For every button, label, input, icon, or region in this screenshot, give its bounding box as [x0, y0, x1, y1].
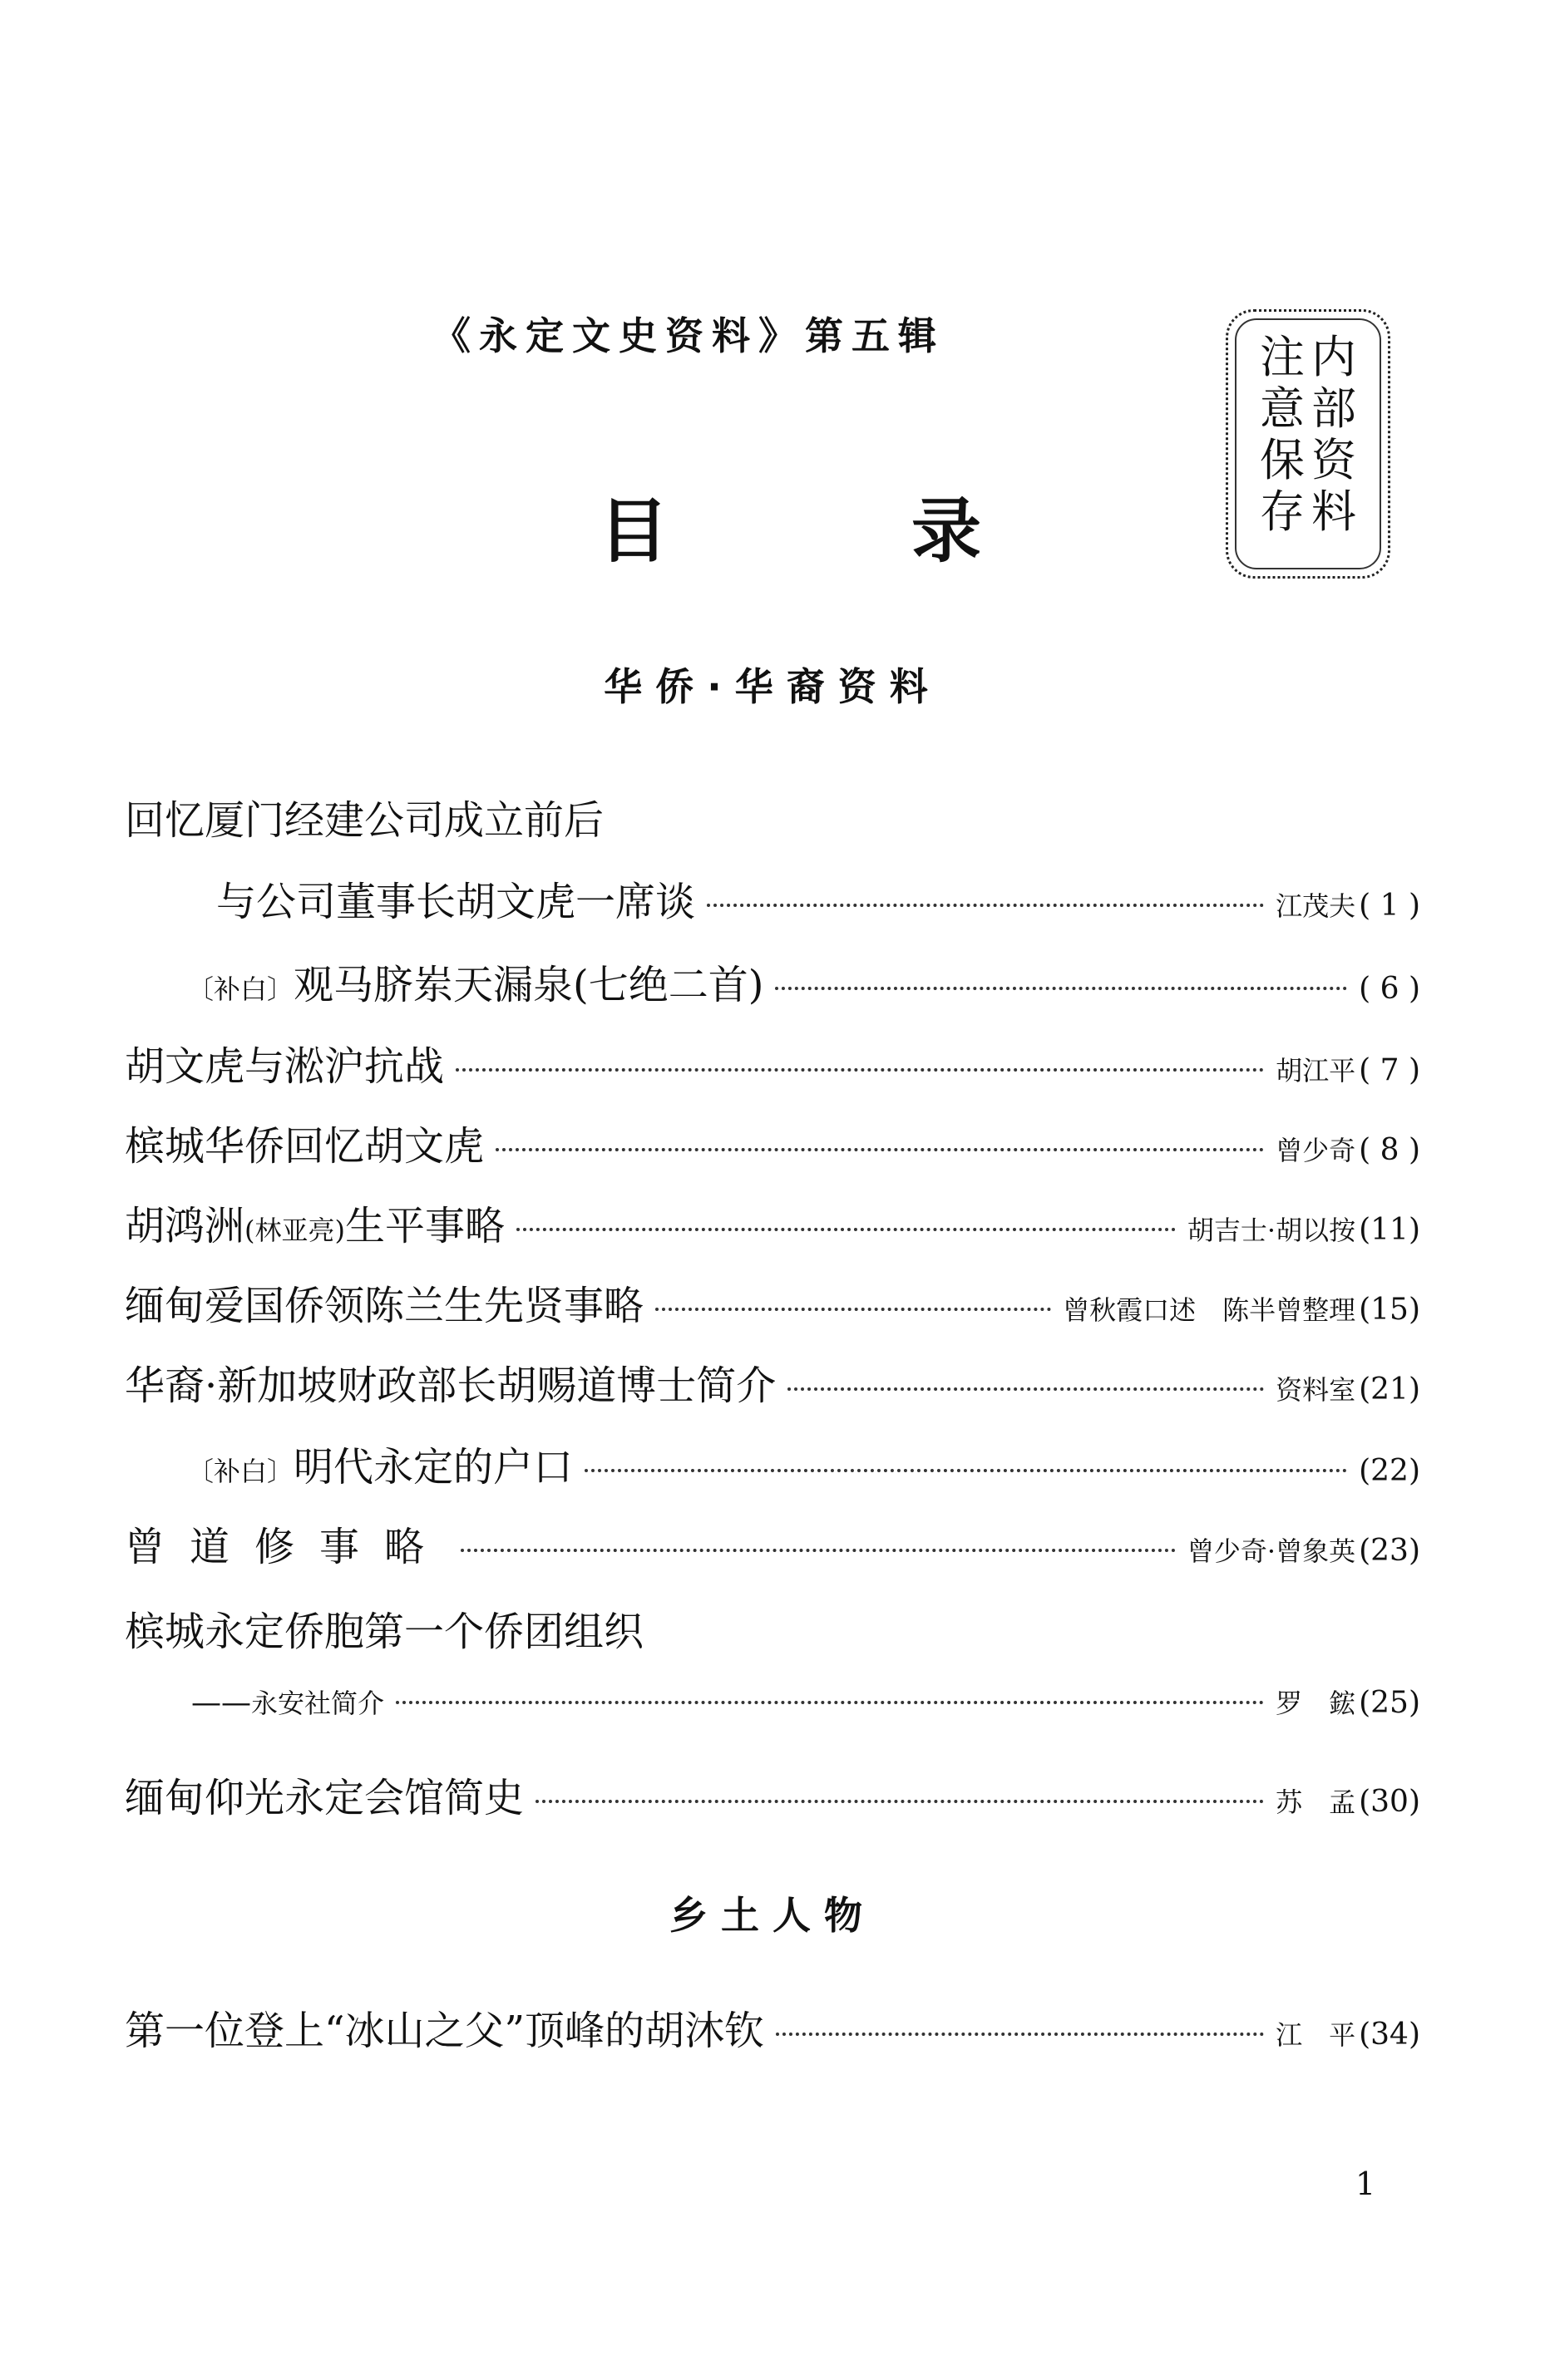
filler-prefix: 〔补白〕 — [187, 1456, 294, 1487]
toc-entry[interactable] — [125, 1515, 1420, 1572]
toc-entry-page: (34) — [1359, 2018, 1420, 2052]
dot-leader — [787, 1387, 1264, 1391]
dot-leader — [775, 987, 1347, 990]
toc-entry-title-suffix: 生平事略 — [345, 1203, 506, 1249]
toc-entry[interactable] — [216, 870, 1420, 927]
stamp-char: 料 — [1311, 485, 1356, 538]
dot-leader — [707, 904, 1264, 907]
toc-entry-title: 永安社简介 — [251, 1688, 385, 1719]
section-heading-local-figures: 乡土人物 — [669, 1893, 876, 1938]
filler-prefix: 〔补白〕 — [187, 973, 294, 1005]
page-title — [599, 476, 981, 576]
dot-leader — [655, 1308, 1051, 1311]
stamp-char: 意 — [1260, 382, 1305, 435]
dot-leader — [585, 1469, 1347, 1472]
toc-entry[interactable] — [125, 1353, 1420, 1411]
toc-entry-page: (11) — [1359, 1213, 1420, 1247]
toc-entry-page: ( 8 ) — [1359, 1133, 1420, 1167]
em-dash: —— — [191, 1686, 251, 1720]
toc-entry-author: 江茂夫 — [1276, 890, 1356, 922]
stamp-char: 部 — [1311, 382, 1356, 435]
toc-entry-title: 槟城华侨回忆胡文虎 — [125, 1123, 485, 1170]
toc-entry[interactable] — [187, 1435, 1420, 1492]
toc-entry-author: 胡江平 — [1276, 1055, 1356, 1087]
toc-entry-author: 苏 孟 — [1276, 1786, 1356, 1818]
toc-entry[interactable] — [187, 953, 1420, 1010]
toc-entry-page: ( 1 ) — [1359, 889, 1420, 923]
toc-entry-note: (林亚亮) — [244, 1215, 345, 1246]
toc-entry[interactable] — [125, 1766, 1420, 1823]
stamp-column-right — [1311, 332, 1356, 556]
toc-entry-title: 胡鸿洲 — [125, 1203, 245, 1249]
toc-entry-page: ( 6 ) — [1359, 972, 1420, 1006]
stamp-char: 存 — [1260, 485, 1305, 538]
toc-entry-title: 缅甸仰光永定会馆简史 — [125, 1775, 525, 1821]
toc-entry[interactable] — [125, 1998, 1420, 2056]
series-title: 《永定文史资料》第五辑 — [432, 313, 945, 358]
stamp-char: 注 — [1260, 331, 1305, 383]
toc-entry-page: (23) — [1359, 1534, 1420, 1568]
toc-entry-title: 第一位登上“冰山之父”顶峰的胡沐钦 — [125, 2008, 765, 2054]
dot-leader — [456, 1068, 1264, 1072]
toc-entry-page: (25) — [1359, 1686, 1420, 1720]
section-heading-overseas-chinese: 华侨·华裔资料 — [604, 664, 941, 709]
toc-entry-page: (21) — [1359, 1372, 1420, 1407]
toc-entry[interactable] — [125, 1274, 1420, 1331]
toc-entry-page: (30) — [1359, 1785, 1420, 1819]
toc-entry-title: 缅甸爱国侨领陈兰生先贤事略 — [125, 1283, 644, 1329]
toc-entry-title: 观马脐岽天漏泉(七绝二首) — [294, 962, 764, 1008]
dot-leader — [461, 1549, 1176, 1552]
toc-entry-title: 华裔·新加坡财政部长胡赐道博士简介 — [125, 1362, 777, 1409]
toc-entry-author: 江 平 — [1276, 2019, 1356, 2051]
toc-entry-page: (22) — [1359, 1454, 1420, 1488]
toc-entry-author: 曾秋霞口述 陈半曾整理 — [1063, 1294, 1356, 1326]
dot-leader — [396, 1701, 1264, 1704]
stamp-char: 保 — [1260, 434, 1305, 486]
toc-entry-author: 胡吉士·胡以按 — [1187, 1215, 1356, 1246]
dot-leader — [776, 2033, 1264, 2036]
toc-entry-title: 回忆厦门经建公司成立前后 — [125, 797, 605, 844]
toc-entry-author: 曾少奇 — [1276, 1135, 1356, 1166]
toc-entry-author: 罗 鋐 — [1276, 1688, 1356, 1719]
stamp-column-left — [1260, 332, 1305, 556]
page-title-left: 目 — [599, 490, 669, 572]
toc-entry-title: 明代永定的户口 — [294, 1444, 574, 1491]
toc-entry[interactable] — [125, 1114, 1420, 1171]
toc-entry[interactable] — [125, 1034, 1420, 1091]
toc-entry[interactable] — [191, 1683, 1420, 1721]
page-number: 1 — [1355, 2166, 1376, 2202]
toc-entry-page: ( 7 ) — [1359, 1053, 1420, 1087]
toc-entry-title: 曾道修事略 — [125, 1524, 450, 1570]
toc-entry-title: 槟城永定侨胞第一个侨团组织 — [125, 1609, 644, 1655]
toc-entry-author: 曾少奇·曾象英 — [1187, 1535, 1356, 1567]
internal-material-stamp — [1226, 309, 1390, 579]
toc-entry-author: 资料室 — [1276, 1374, 1356, 1406]
toc-entry-page: (15) — [1359, 1293, 1420, 1327]
dot-leader — [516, 1228, 1176, 1231]
dot-leader — [496, 1148, 1264, 1151]
dot-leader — [536, 1800, 1264, 1803]
toc-entry-title: 胡文虎与淞沪抗战 — [125, 1043, 445, 1090]
stamp-char: 内 — [1311, 331, 1356, 383]
stamp-char: 资 — [1311, 434, 1356, 486]
toc-entry[interactable] — [125, 1194, 1420, 1251]
page-title-right: 录 — [911, 490, 981, 572]
toc-entry-title: 与公司董事长胡文虎一席谈 — [216, 879, 696, 925]
